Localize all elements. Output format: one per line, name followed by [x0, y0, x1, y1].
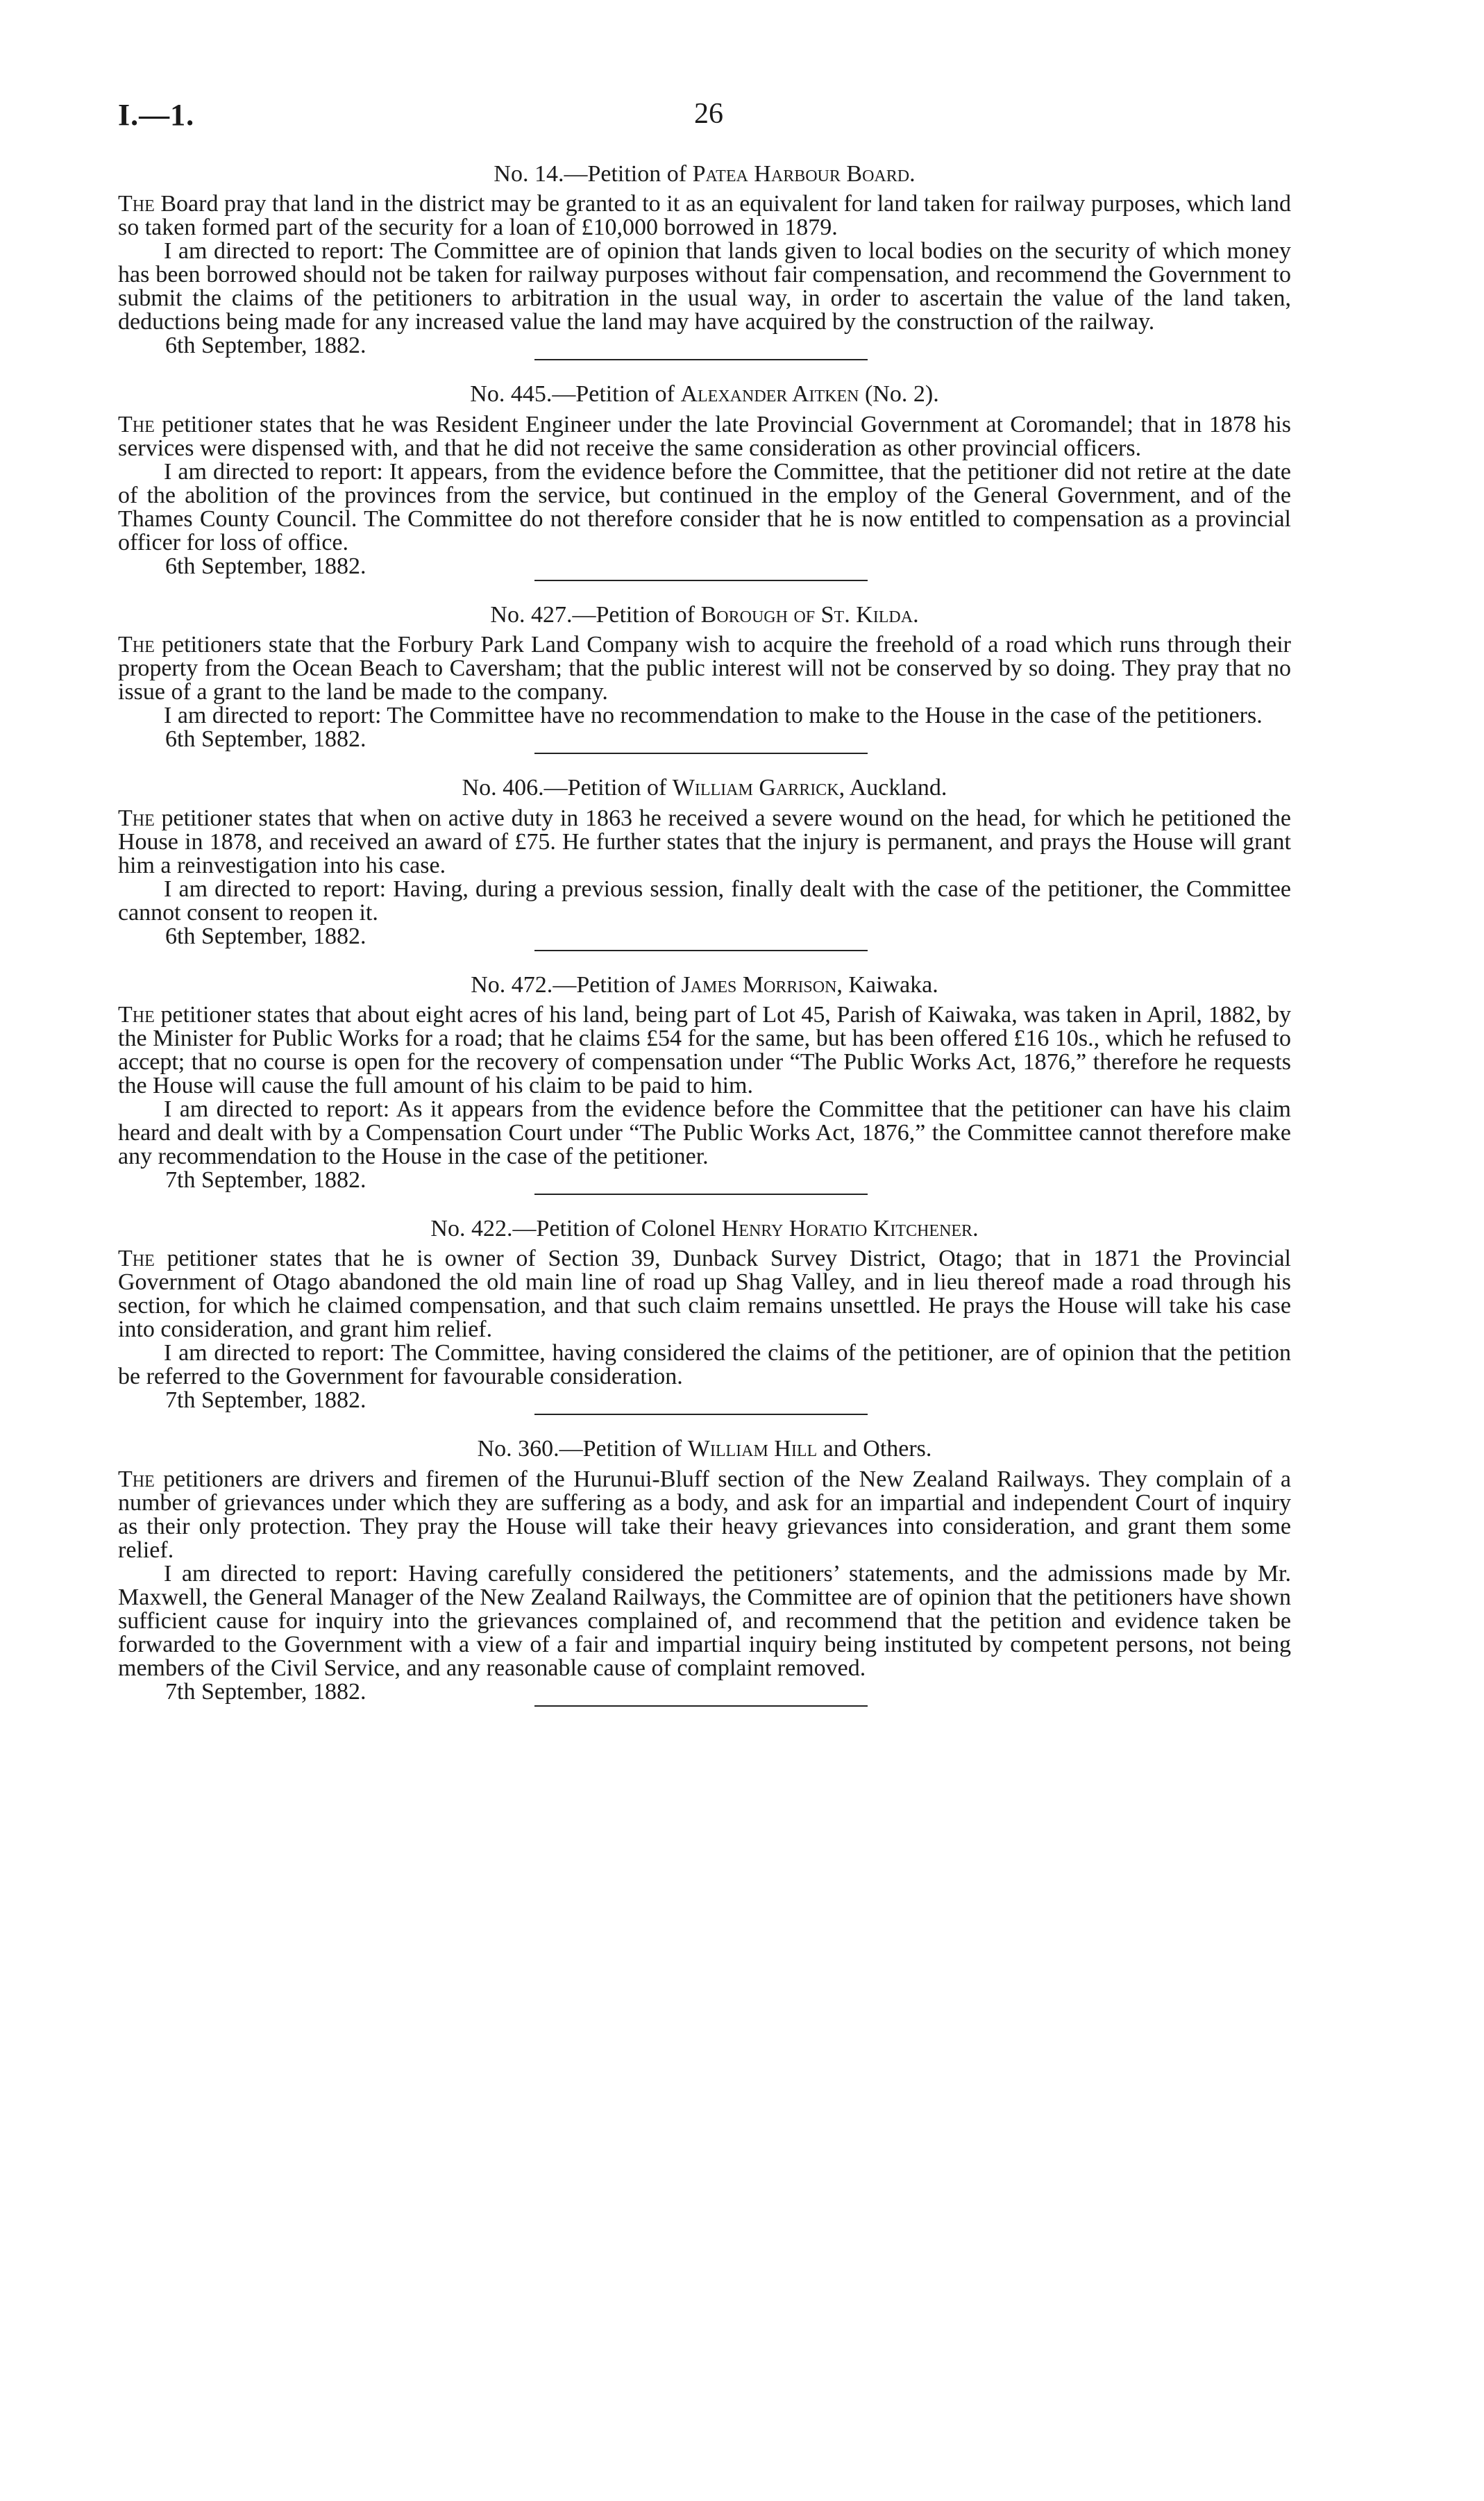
section-divider [534, 1705, 868, 1707]
petition-number: No. 406. [462, 775, 544, 801]
petition-entry [118, 1216, 1291, 1436]
petition-prayer-text: petitioner states that when on active duty in 1863 he received a severe wound on the head, for which he petitioned the House in 1878, and received an award of £75. He further states that the injury is permanent, and prays the House will grant him a reinvestigation into his case. [118, 805, 1291, 878]
petition-entry [118, 1436, 1291, 1703]
petition-title-suffix: . [909, 161, 916, 187]
committee-report: I am directed to report: The Committee, having considered the claims of the petitioner, are of opinion that the petition be referred to the Government for favourable consideration. [118, 1340, 1291, 1390]
petition-number: No. 14. [494, 161, 564, 187]
report-date: 7th September, 1882. [165, 1387, 366, 1414]
petitioner-name: James Morrison [681, 971, 837, 998]
report-date: 6th September, 1882. [165, 333, 366, 359]
petition-heading [118, 775, 1291, 801]
petitions-list [118, 161, 1291, 1704]
petition-heading [118, 381, 1291, 407]
petition-entry [118, 381, 1291, 601]
petition-prayer [118, 1247, 1291, 1341]
petition-title-suffix: (No. 2). [859, 381, 939, 408]
petition-heading [118, 161, 1291, 187]
petition-title-prefix: —Petition of [559, 1436, 688, 1462]
report-date-line [118, 1166, 1291, 1193]
page-number: 26 [694, 98, 723, 130]
petition-prayer-text: petitioners state that the Forbury Park Land Company wish to acquire the freehold of a road which runs through their property from the Ocean Beach to Caversham; that the public interest will not be conserved by so doing. They pray that no issue of a grant to the land be made to the company. [118, 632, 1291, 705]
committee-report: I am directed to report: Having carefully considered the petitioners’ statements, and the admissions made by Mr. Maxwell, the General Manager of the New Zealand Railways, the Committee are of opinion that the petitioners have shown sufficient cause for inquiry into the grievances complained of, and recommend that the petition and evidence taken be forwarded to the Government with a view of a fair and impartial inquiry being instituted by competent persons, not being members of the Civil Service, and any reasonable cause of complaint removed. [118, 1560, 1291, 1681]
report-date-line [118, 728, 1291, 751]
section-divider [534, 580, 868, 581]
report-date: 7th September, 1882. [165, 1678, 366, 1705]
petition-prayer-first-word: The [118, 632, 155, 658]
petition-title-prefix: —Petition of [543, 775, 673, 801]
committee-report: I am directed to report: The Committee have no recommendation to make to the House in the case of the petitioners. [164, 703, 1263, 729]
petitioner-name: Borough of St. Kilda [700, 601, 913, 628]
petition-prayer-text: petitioner states that he was Resident Engineer under the late Provincial Government at Coromandel; that in 1878 his services were dispensed with, and that he did not receive the same consideration as other provincial officers. [118, 411, 1292, 461]
petition-prayer-first-word: The [118, 1246, 155, 1272]
petition-prayer-first-word: The [118, 411, 155, 437]
petition-prayer-text: Board pray that land in the district may be granted to it as an equivalent for land taken for railway purposes, which land so taken formed part of the security for a loan of £10,000 borrowed in 1879. [118, 191, 1291, 241]
petition-entry [118, 775, 1291, 971]
petition-heading [118, 972, 1291, 998]
petition-number: No. 360. [477, 1436, 559, 1462]
petition-prayer [118, 807, 1291, 878]
petition-heading [118, 1436, 1291, 1462]
report-date: 6th September, 1882. [165, 553, 366, 579]
page-header [118, 97, 1298, 139]
petitioner-name: William Hill [687, 1436, 818, 1462]
petition-number: No. 422. [430, 1215, 513, 1241]
section-divider [534, 950, 868, 951]
petition-title-prefix: —Petition of Colonel [512, 1215, 722, 1241]
petitioner-name: Patea Harbour Board [692, 161, 910, 187]
petition-entry [118, 972, 1291, 1216]
petition-title-prefix: —Petition of [564, 161, 693, 187]
committee-report: I am directed to report: As it appears from the evidence before the Committee that the petitioner can have his claim heard and dealt with by a Compensation Court under “The Public Works Act, 1876,” the Committee cannot therefore make any recommendation to the House in the case of the petitioner. [118, 1096, 1291, 1169]
report-date: 6th September, 1882. [165, 923, 366, 949]
petition-title-suffix: . [913, 601, 919, 628]
petition-entry [118, 602, 1291, 775]
report-date-line [118, 1680, 1291, 1704]
petition-title-suffix: , Auckland. [838, 775, 947, 801]
report-date-line [118, 334, 1291, 358]
report-date-line [118, 1389, 1291, 1412]
petition-title-prefix: —Petition of [572, 601, 701, 628]
petition-number: No. 472. [471, 971, 553, 998]
report-date: 7th September, 1882. [165, 1166, 366, 1193]
petitioner-name: Alexander Aitken [680, 381, 859, 408]
petitioner-name: Henry Horatio Kitchener [721, 1215, 973, 1241]
committee-report: I am directed to report: It appears, from the evidence before the Committee, that the petitioner did not retire at the date of the abolition of the provinces from the service, but continued in the employ of the General Government, and of the Thames County Council. The Committee do not therefore consider that he is now entitled to compensation as a provincial officer for loss of office. [118, 458, 1291, 555]
petition-title-suffix: . [972, 1215, 979, 1241]
petition-prayer [118, 1468, 1291, 1562]
petition-heading [118, 1216, 1291, 1241]
report-date: 6th September, 1882. [165, 726, 366, 753]
petition-prayer-text: petitioners are drivers and firemen of the Hurunui-Bluff section of the New Zealand Railways. They complain of a number of grievances under which they are suffering as a body, and ask for an impartial and independent Court of inquiry as their only protection. They pray the House will take their heavy grievances into consideration, and grant them some relief. [118, 1466, 1291, 1563]
petitioner-name: William Garrick [672, 775, 839, 801]
committee-report: I am directed to report: The Committee are of opinion that lands given to local bodies on the security of which money has been borrowed should not be taken for railway purposes without fair compensation, and recommend the Government to submit the claims of the petitioners to arbitration in the usual way, in order to ascertain the value of the land taken, deductions being made for any increased value the land may have acquired by the construction of the railway. [118, 238, 1291, 335]
petition-prayer [118, 413, 1291, 460]
petition-prayer-first-word: The [118, 1466, 155, 1492]
petition-prayer-first-word: The [118, 1001, 155, 1028]
section-divider [534, 753, 868, 754]
petition-prayer-first-word: The [118, 191, 155, 217]
section-divider [534, 1194, 868, 1195]
petition-prayer-first-word: The [118, 805, 155, 831]
petition-heading [118, 602, 1291, 628]
petition-title-suffix: , Kaiwaka. [836, 971, 938, 998]
petition-title-suffix: and Others. [817, 1436, 932, 1462]
petition-prayer [118, 1003, 1291, 1098]
petition-prayer [118, 192, 1291, 240]
petition-title-prefix: —Petition of [553, 971, 682, 998]
petition-prayer [118, 633, 1291, 704]
section-divider [534, 359, 868, 360]
report-date-line [118, 555, 1291, 578]
report-date-line [118, 925, 1291, 948]
petition-title-prefix: —Petition of [552, 381, 681, 408]
section-divider [534, 1414, 868, 1415]
petition-number: No. 427. [490, 601, 573, 628]
committee-report: I am directed to report: Having, during a previous session, finally dealt with the case of the petitioner, the Committee cannot consent to reopen it. [118, 876, 1291, 926]
document-reference: I.—1. [118, 98, 195, 132]
petition-number: No. 445. [470, 381, 553, 408]
petition-prayer-text: petitioner states that he is owner of Section 39, Dunback Survey District, Otago; that in 1871 the Provincial Government of Otago abandoned the old main line of road up Shag Valley, and in lieu thereof made a road through his section, for which he claimed compensation, and that such claim remains unsettled. He prays the House will take his case into consideration, and grant him relief. [118, 1246, 1291, 1343]
petition-entry [118, 161, 1291, 381]
petition-prayer-text: petitioner states that about eight acres of his land, being part of Lot 45, Parish of Kaiwaka, was taken in April, 1882, by the Minister for Public Works for a road; that he claims £54 for the same, but has been offered £16 10s., which he refused to accept; that no course is open for the recovery of compensation under “The Public Works Act, 1876,” therefore he requests the House will cause the full amount of his claim to be paid to him. [118, 1001, 1291, 1098]
